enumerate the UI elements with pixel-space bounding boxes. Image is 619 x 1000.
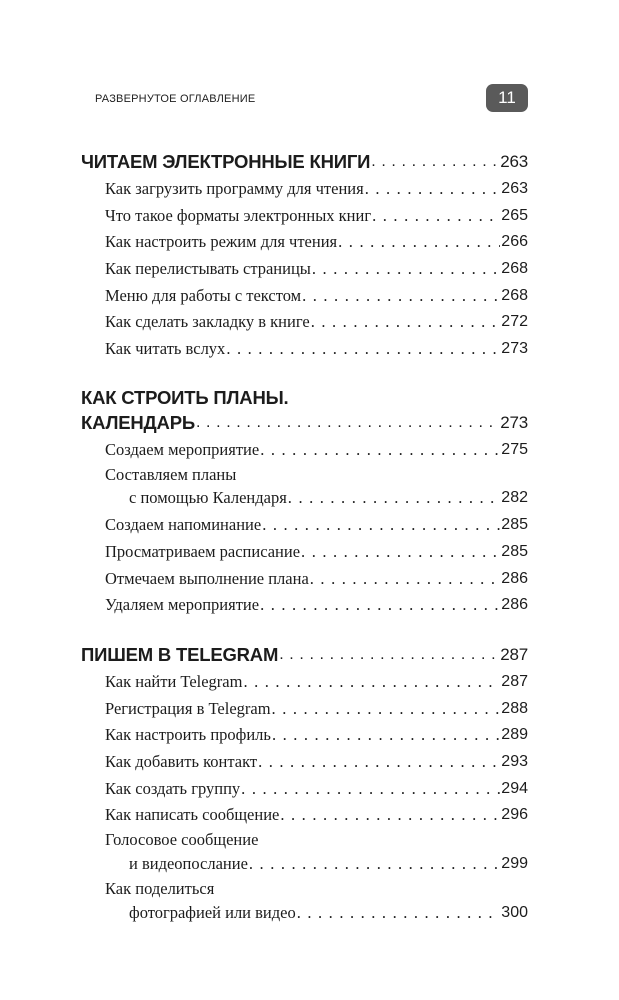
entry-page: 296: [501, 806, 528, 824]
toc-entry: [105, 592, 528, 619]
section-title: ПИШЕМ В TELEGRAM: [81, 643, 279, 665]
entry-label: Создаем напоминание: [105, 515, 262, 535]
dot-leader: [279, 642, 499, 668]
toc-entry: [105, 776, 528, 803]
entry-page: 285: [501, 516, 528, 534]
toc-entry: [105, 512, 528, 539]
toc-section-calendar: [81, 386, 528, 619]
toc-entry: [105, 309, 528, 336]
dot-leader: [338, 229, 500, 256]
dot-leader: [288, 485, 501, 512]
entry-page: 285: [501, 542, 528, 560]
dot-leader: [226, 336, 500, 363]
entry-label: Как перелистывать страницы: [105, 259, 311, 279]
dot-leader: [280, 802, 500, 829]
entry-page: 265: [501, 206, 528, 224]
entry-label: с помощью Календаря: [129, 488, 287, 508]
toc-entry: [105, 802, 528, 829]
entry-label-line: Голосовое сообщение: [105, 830, 259, 850]
entry-label: Отмечаем выполнение плана: [105, 568, 309, 588]
section-page: 287: [500, 644, 528, 664]
entry-label: Как сделать закладку в книге: [105, 312, 310, 332]
section-heading: [81, 149, 528, 175]
dot-leader: [311, 309, 501, 336]
entry-label: Меню для работы с текстом: [105, 285, 302, 305]
toc-entry: [105, 256, 528, 283]
toc-entry: [105, 669, 528, 696]
toc-section-ebooks: [81, 149, 528, 363]
toc-entry: [105, 437, 528, 464]
entry-label: Как добавить контакт: [105, 751, 258, 771]
section-title: ЧИТАЕМ ЭЛЕКТРОННЫЕ КНИГИ: [81, 151, 371, 172]
section-page: 273: [500, 412, 528, 432]
toc-entry: [105, 696, 528, 723]
entry-page: 272: [501, 313, 528, 331]
dot-leader: [372, 203, 500, 230]
toc-entry: [105, 749, 528, 776]
toc-section-telegram: [81, 642, 528, 927]
entry-page: 266: [501, 233, 528, 251]
entry-label-line: Как поделиться: [105, 878, 215, 898]
section-title-line: КАК СТРОИТЬ ПЛАНЫ.: [81, 386, 289, 408]
dot-leader: [302, 283, 500, 310]
entry-label: Что такое форматы электронных книг: [105, 205, 372, 225]
toc-entry: [105, 176, 528, 203]
section-title: КАЛЕНДАРЬ: [81, 411, 195, 433]
dot-leader: [301, 539, 500, 566]
entry-label: Как найти Telegram: [105, 671, 243, 691]
dot-leader: [241, 776, 500, 803]
entry-label: Как настроить профиль: [105, 725, 271, 745]
dot-leader: [310, 566, 501, 593]
entry-label: Как загрузить программу для чтения: [105, 178, 364, 198]
entry-label: Как создать группу: [105, 778, 241, 798]
entry-label-line: Составляем планы: [105, 464, 237, 484]
entry-page: 286: [501, 596, 528, 614]
dot-leader: [262, 512, 500, 539]
toc-entry: [105, 566, 528, 593]
dot-leader: [272, 696, 501, 723]
entry-page: 275: [501, 440, 528, 458]
dot-leader: [272, 722, 500, 749]
dot-leader: [258, 749, 500, 776]
dot-leader: [371, 149, 499, 175]
section-page: 263: [500, 152, 528, 171]
entry-page: 289: [501, 726, 528, 744]
running-title: РАЗВЕРНУТОЕ ОГЛАВЛЕНИЕ: [95, 93, 256, 105]
entry-page: 273: [501, 340, 528, 358]
page-number-badge: 11: [486, 84, 528, 112]
entry-page: 282: [501, 489, 528, 507]
dot-leader: [260, 592, 500, 619]
toc-entry: [105, 900, 528, 927]
toc-entry: [105, 283, 528, 310]
entry-label: Как читать вслух: [105, 339, 226, 359]
entry-page: 288: [501, 699, 528, 717]
section-heading: [81, 410, 528, 436]
dot-leader: [365, 176, 501, 203]
toc-entry: [105, 722, 528, 749]
toc-entry: [105, 203, 528, 230]
section-heading: [81, 642, 528, 668]
entry-label: Регистрация в Telegram: [105, 698, 271, 718]
page-header: [95, 84, 528, 114]
entry-label: фотографией или видео: [129, 902, 296, 922]
toc-entry: [105, 486, 528, 513]
entry-page: 287: [501, 672, 528, 690]
entry-page: 286: [501, 569, 528, 587]
dot-leader: [297, 900, 501, 927]
entry-label: Как настроить режим для чтения: [105, 232, 338, 252]
entry-page: 294: [501, 779, 528, 797]
dot-leader: [260, 437, 500, 464]
entry-label: и видеопослание: [129, 854, 248, 874]
table-of-contents: [81, 149, 528, 949]
entry-page: 293: [501, 752, 528, 770]
entry-page: 268: [501, 286, 528, 304]
toc-entry: [105, 336, 528, 363]
entry-page: 300: [501, 903, 528, 921]
toc-entry: [105, 229, 528, 256]
entry-label: Просматриваем расписание: [105, 541, 301, 561]
dot-leader: [312, 256, 500, 283]
entry-label: Удаляем мероприятие: [105, 595, 260, 615]
entry-page: 263: [501, 179, 528, 197]
entry-label: Как написать сообщение: [105, 805, 280, 825]
entry-page: 299: [501, 855, 528, 873]
dot-leader: [243, 669, 500, 696]
dot-leader: [196, 410, 499, 436]
toc-entry: [105, 539, 528, 566]
toc-entry: [105, 851, 528, 878]
dot-leader: [249, 851, 500, 878]
entry-label: Создаем мероприятие: [105, 439, 260, 459]
entry-page: 268: [501, 260, 528, 278]
